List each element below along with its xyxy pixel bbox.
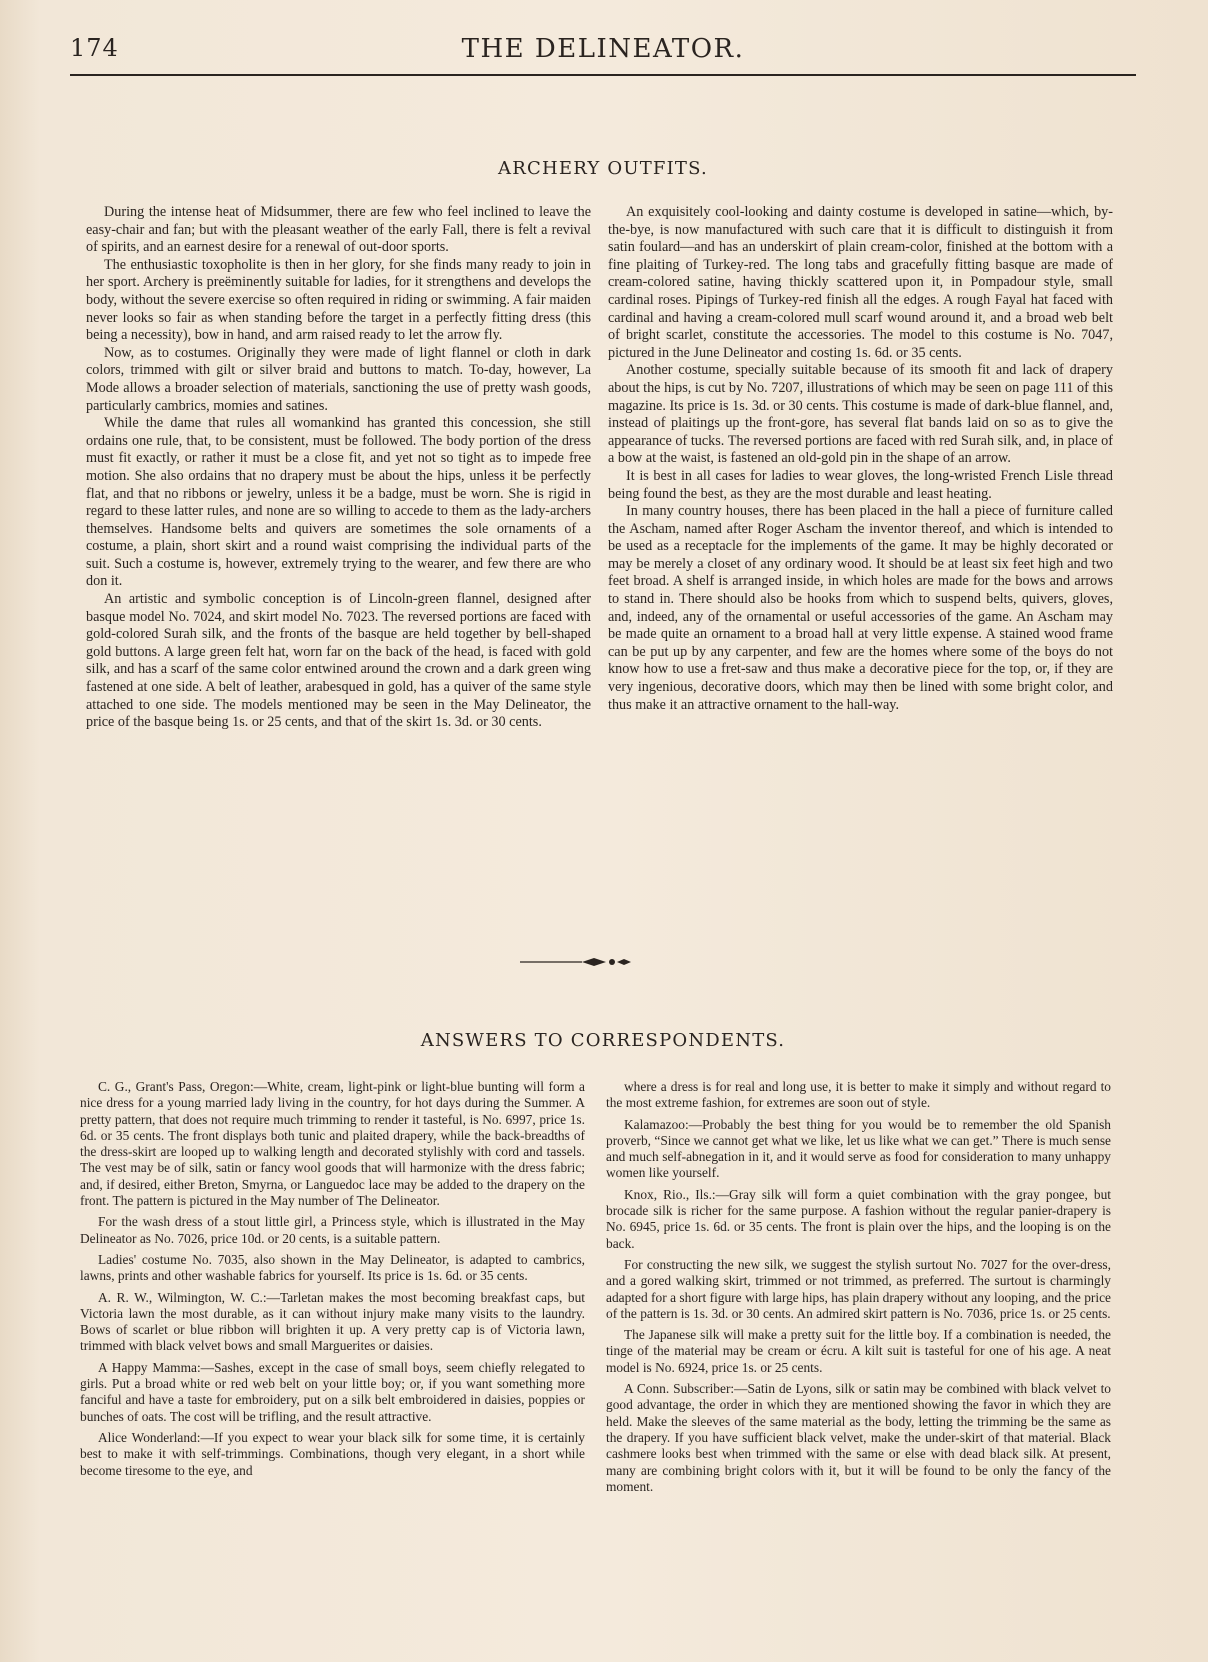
paragraph: Now, as to costumes. Originally they were made of light flannel or cloth in dark colors, trimmed with gilt or silver braid and buttons to match. To-day, however, La Mode allows a broader selection of materials, sanctioning the use of pretty wash goods, particularly cambrics, momies and satines. (86, 344, 591, 414)
answer-paragraph: A Conn. Subscriber:—Satin de Lyons, silk or satin may be combined with black velvet to good advantage, the order in which they are mentioned showing the favor in which they are held. Make the sleeves of the same material as the body, letting the trimming be the same as the drapery. If you have sufficient black velvet, make the under-skirt of that material. Black cashmere looks best when trimmed with the same or else with dead black silk. At present, many are combining bright colors with it, but it will be found to be only the fancy of the moment. (606, 1381, 1111, 1494)
archery-left-column (86, 204, 591, 732)
answers-section-title: ANSWERS TO CORRESPONDENTS. (420, 1030, 786, 1051)
paragraph: Another costume, specially suitable because of its smooth fit and lack of drapery about the hips, is cut by No. 7207, illustrations of which may be seen on page 111 of this magazine. Its price is 1s. 3d. or 30 cents. This costume is made of dark-blue flannel, and, instead of plaitings up the front-gore, has several flat bands laid on so as to give the appearance of tucks. The reversed portions are faced with red Surah silk, and, in place of a bow at the waist, is fastened an old-gold pin in the shape of an arrow. (608, 362, 1113, 467)
paragraph: In many country houses, there has been placed in the hall a piece of furniture called the Ascham, named after Roger Ascham the inventor thereof, and which is intended to be used as a receptacle for the implements of the game. It may be highly decorated or may be merely a closet of any ordinary wood. It should be at least six feet high and two feet broad. A shelf is arranged inside, in which holes are made for the bows and arrows to stand in. There should also be hooks from which to suspend belts, quivers, gloves, and, indeed, any of the ornamental or useful accessories of the game. An Ascham may be made quite an ornament to a broad hall at very little expense. A stained wood frame can be put up by any carpenter, and few are the homes where some of the boys do not know how to use a fret-saw and thus make a decorative piece for the top, or, if they are very ingenious, decorative doors, which may then be lined with some bright color, and thus make it an attractive ornament to the hall-way. (608, 503, 1113, 713)
answer-paragraph: C. G., Grant's Pass, Oregon:—White, cream, light-pink or light-blue bunting will form a nice dress for a young married lady living in the country, for hot days during the Summer. A pretty pattern, that does not require much trimming to render it tasteful, is No. 6997, price 1s. 6d. or 35 cents. The front displays both tunic and plaited drapery, while the back-breadths of the dress-skirt are looped up to walking length and decorated stylishly with cord and tassels. The vest may be of silk, satin or fancy wool goods that will harmonize with the dress fabric; and, if desired, either Breton, Smyrna, or Languedoc lace may be added to the drapery on the front. The pattern is pictured in the May number of The Delineator. (80, 1079, 585, 1209)
answers-left-column (80, 1079, 585, 1484)
answer-paragraph: A. R. W., Wilmington, W. C.:—Tarletan makes the most becoming breakfast caps, but Victoria lawn the most durable, as it can without injury make many visits to the laundry. Bows of scarlet or blue ribbon will brighten it up. A very pretty cap is of Victoria lawn, trimmed with black velvet bows and small Marguerites or daisies. (80, 1289, 585, 1354)
paragraph: The enthusiastic toxopholite is then in her glory, for she finds many ready to join in her sport. Archery is preëminently suitable for ladies, for it strengthens and develops the body, without the severe exercise so often required in riding or swimming. A fair maiden never looks so fair as when standing before the target in a perfectly fitting dress (this being a necessity), bow in hand, and arm raised ready to let the arrow fly. (86, 256, 591, 344)
answers-right-column (606, 1079, 1111, 1500)
answer-paragraph: Kalamazoo:—Probably the best thing for you would be to remember the old Spanish proverb, “Since we cannot get what we like, let us like what we can get.” There is much sense and much self-abnegation in it, and it would serve as food for consideration to many unhappy women like yourself. (606, 1116, 1111, 1181)
answer-paragraph: Alice Wonderland:—If you expect to wear your black silk for some time, it is certainly best to make it with self-trimmings. Combinations, though very elegant, in a short while become tiresome to the eye, and (80, 1429, 585, 1478)
answer-paragraph: Ladies' costume No. 7035, also shown in the May Delineator, is adapted to cambrics, lawns, prints and other washable fabrics for yourself. Its price is 1s. 6d. or 35 cents. (80, 1251, 585, 1284)
page-header (70, 30, 1136, 76)
answer-paragraph: A Happy Mamma:—Sashes, except in the case of small boys, seem chiefly relegated to girls. Put a broad white or red web belt on your little boy; or, if you want something more fanciful and have a taste for embroidery, put on a silk belt embroidered in daisies, poppies or bunches of oats. The cost will be trifling, and the result attractive. (80, 1359, 585, 1424)
section-divider-ornament (520, 955, 690, 969)
archery-section-title: ARCHERY OUTFITS. (498, 158, 708, 179)
paragraph: An exquisitely cool-looking and dainty costume is developed in satine—which, by-the-bye, is now manufactured with such care that it is difficult to distinguish it from satin foulard—and has an underskirt of plain cream-color, finished at the bottom with a fine plaiting of Turkey-red. The long tabs and gracefully fitting basque are made of cream-colored satine, having thickly scattered upon it, in Pompadour style, small cardinal roses. Pipings of Turkey-red finish all the edges. A rough Fayal hat faced with cardinal and having a cream-colored mull scarf wound around it, and a broad web belt of bright scarlet, constitute the accessories. The model to this costume is No. 7047, pictured in the June Delineator and costing 1s. 6d. or 35 cents. (608, 204, 1113, 361)
answer-paragraph: Knox, Rio., Ils.:—Gray silk will form a quiet combination with the gray pongee, but brocade silk is richer for the same purpose. A fashion without the regular panier-drapery is No. 6945, price 1s. 6d. or 35 cents. The front is plain over the hips, and the looping is on the back. (606, 1186, 1111, 1251)
paragraph: During the intense heat of Midsummer, there are few who feel inclined to leave the easy-chair and fan; but with the pleasant weather of the early Fall, there is felt a revival of spirits, and an earnest desire for a renewal of out-door sports. (86, 204, 591, 256)
paragraph: While the dame that rules all womankind has granted this concession, she still ordains one rule, that, to be consistent, must be followed. The body portion of the dress must fit exactly, or rather it must be a close fit, and yet not so tight as to impede free motion. She also ordains that no drapery must be about the hips, unless it be perfectly flat, and that no ribbons or jewelry, unless it be a badge, must be worn. She is rigid in regard to these latter rules, and none are so willing to accede to them as the lady-archers themselves. Handsome belts and quivers are sometimes the sole ornaments of a costume, a plain, short skirt and a round waist comprising the individual parts of the suit. Such a costume is, however, extremely trying to the wearer, and few there are who don it. (86, 415, 591, 590)
answer-paragraph: The Japanese silk will make a pretty suit for the little boy. If a combination is needed, the tinge of the material may be cream or écru. A kilt suit is tasteful for one of his age. A neat model is No. 6924, price 1s. or 25 cents. (606, 1327, 1111, 1375)
paragraph: An artistic and symbolic conception is of Lincoln-green flannel, designed after basque model No. 7024, and skirt model No. 7023. The reversed portions are faced with gold-colored Surah silk, and the fronts of the basque are held together by bell-shaped gold buttons. A large green felt hat, worn far on the back of the head, is faced with gold silk, and has a scarf of the same color entwined around the crown and a dark green wing fastened at one side. A belt of leather, arabesqued in gold, has a quiver of the same style attached to one side. The models mentioned may be seen in the May Delineator, the price of the basque being 1s. or 25 cents, and that of the skirt 1s. 3d. or 30 cents. (86, 591, 591, 731)
masthead-title: THE DELINEATOR. (461, 34, 745, 64)
archery-right-column (608, 204, 1113, 714)
answer-paragraph: For constructing the new silk, we suggest the stylish surtout No. 7027 for the over-dress, and a gored walking skirt, trimmed or not trimmed, as preferred. The surtout is charmingly adapted for a short figure with large hips, has plain drapery without any looping, and the price of the pattern is 1s. 3d. or 30 cents. An admired skirt pattern is No. 7036, price 1s. or 25 cents. (606, 1256, 1111, 1321)
page-number: 174 (70, 34, 119, 62)
answer-paragraph: where a dress is for real and long use, it is better to make it simply and without regard to the most extreme fashion, for extremes are soon out of style. (606, 1079, 1111, 1111)
answer-paragraph: For the wash dress of a stout little girl, a Princess style, which is illustrated in the May Delineator as No. 7026, price 10d. or 20 cents, is a suitable pattern. (80, 1214, 585, 1246)
paragraph: It is best in all cases for ladies to wear gloves, the long-wristed French Lisle thread being found the best, as they are the most durable and least heating. (608, 467, 1113, 502)
